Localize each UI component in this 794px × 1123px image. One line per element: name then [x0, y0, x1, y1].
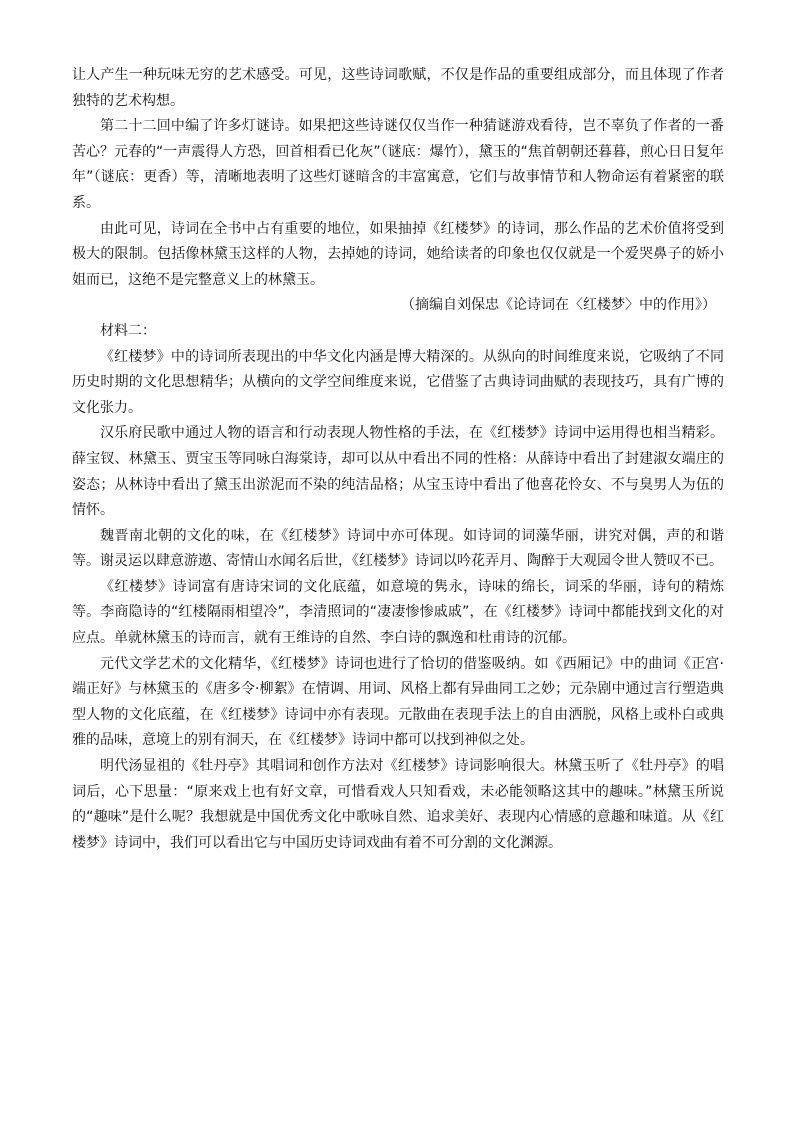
source-citation: （摘编自刘保忠《论诗词在〈红楼梦〉中的作用》）	[401, 297, 716, 314]
document-body	[72, 63, 724, 856]
paragraph-wei-jin: 魏晋南北朝的文化的味，在《红楼梦》诗词中亦可体现。如诗词的词藻华丽，讲究对偶，声的和谐等。谢灵运以肆意游遨、寄情山水闻名后世，《红楼梦》诗词以吟花弄月、陶醉于大观园令世人赞叹不已。	[72, 527, 724, 570]
paragraph-cultural-connotation: 《红楼梦》中的诗词所表现出的中华文化内涵是博大精深的。从纵向的时间维度来说，它吸纳了不同历史时期的文化思想精华；从横向的文学空间维度来说，它借鉴了古典诗词曲赋的表现技巧，具有广博的文化张力。	[72, 348, 724, 416]
paragraph-yuan-dynasty: 元代文学艺术的文化精华，《红楼梦》诗词也进行了恰切的借鉴吸纳。如《西厢记》中的曲词《正宫·端正好》与林黛玉的《唐多令·柳絮》在情调、用词、风格上都有异曲同工之妙；元杂剧中通过言行塑造典型人物的文化底蕴，在《红楼梦》诗词中亦有表现。元散曲在表现手法上的自由洒脱，风格上或朴白或典雅的品味，意境上的别有洞天，在《红楼梦》诗词中都可以找到神似之处。	[72, 655, 724, 749]
paragraph-ming-peony-pavilion: 明代汤显祖的《牡丹亭》其唱词和创作方法对《红楼梦》诗词影响很大。林黛玉听了《牡丹亭》的唱词后，心下思量：“原来戏上也有好文章，可惜看戏人只知看戏，未必能领略这其中的趣味。”林黛玉所说的“趣味”是什么呢？我想就是中国优秀文化中歌咏自然、追求美好、表现内心情感的意趣和味道。从《红楼梦》诗词中，我们可以看出它与中国历史诗词戏曲有着不可分割的文化渊源。	[72, 758, 724, 851]
paragraph-tang-song: 《红楼梦》诗词富有唐诗宋词的文化底蕴，如意境的隽永，诗味的绵长，词采的华丽，诗句的精炼等。李商隐诗的“红楼隔雨相望冷”，李清照词的“凄凄惨惨戚戚”，在《红楼梦》诗词中都能找到文化的对应点。单就林黛玉的诗而言，就有王维诗的自然、李白诗的飘逸和杜甫诗的沉郁。	[72, 578, 724, 647]
paragraph-continuation: 让人产生一种玩味无穷的艺术感受。可见，这些诗词歌赋，不仅是作品的重要组成部分，而且体现了作者独特的艺术构想。	[72, 67, 724, 109]
material-two-heading: 材料二：	[100, 322, 156, 339]
paragraph-lantern-riddles: 第二十二回中编了许多灯谜诗。如果把这些诗谜仅仅当作一种猜谜游戏看待，岂不辜负了作者的一番苦心？元春的“一声震得人方恐，回首相看已化灰”（谜底：爆竹），黛玉的“焦首朝朝还暮暮，煎心日日复年年”（谜底：更香）等，清晰地表明了这些灯谜暗含的丰富寓意，它们与故事情节和人物命运有着紧密的联系。	[72, 118, 724, 211]
paragraph-conclusion: 由此可见，诗词在全书中占有重要的地位，如果抽掉《红楼梦》的诗词，那么作品的艺术价值将受到极大的限制。包括像林黛玉这样的人物，去掉她的诗词，她给读者的印象也仅仅就是一个爱哭鼻子的娇小姐而已，这绝不是完整意义上的林黛玉。	[72, 220, 724, 288]
paragraph-han-yuefu: 汉乐府民歌中通过人物的语言和行动表现人物性格的手法，在《红楼梦》诗词中运用得也相当精彩。薛宝钗、林黛玉、贾宝玉等同咏白海棠诗，却可以从中看出不同的性格：从薛诗中看出了封建淑女端庄的姿态；从林诗中看出了黛玉出淤泥而不染的纯洁品格；从宝玉诗中看出了他喜花怜女、不与臭男人为伍的情怀。	[72, 425, 724, 519]
